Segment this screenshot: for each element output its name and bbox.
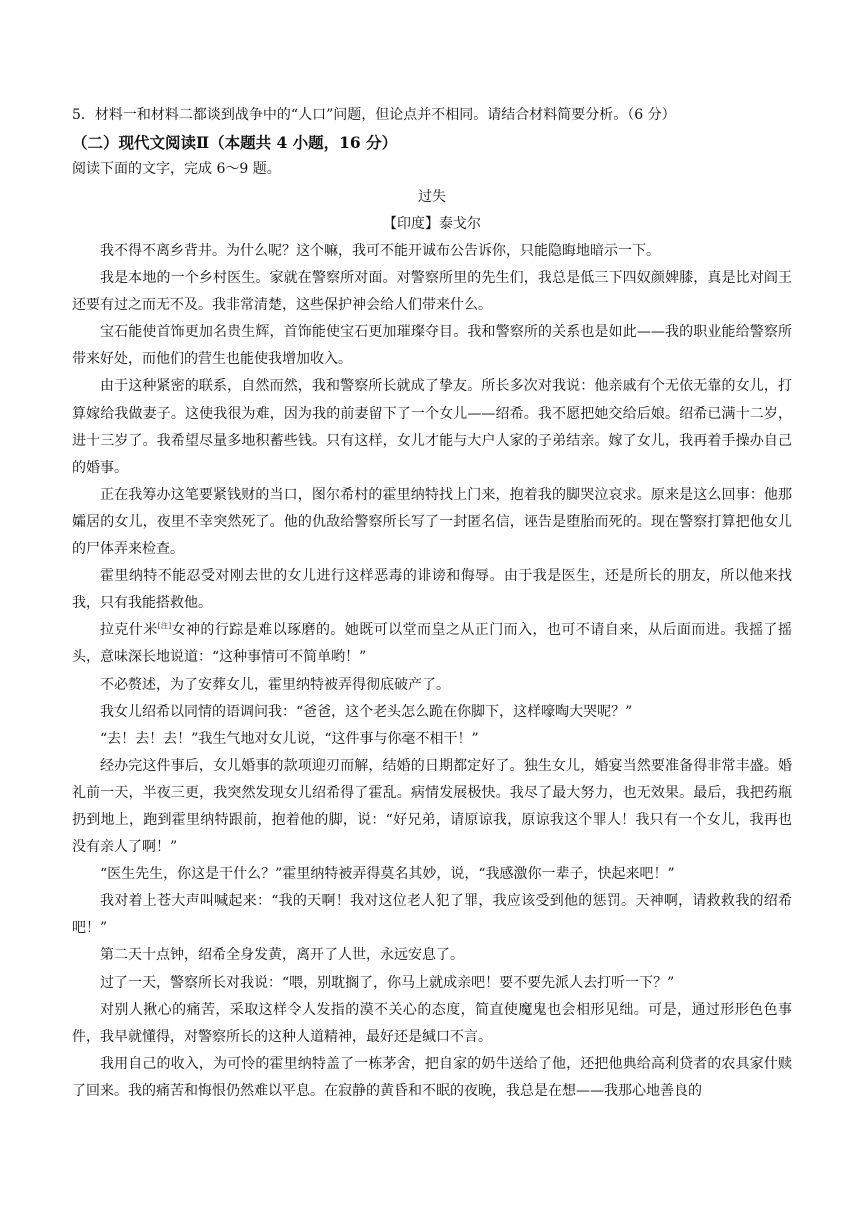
paragraph: 宝石能使首饰更加名贵生辉，首饰能使宝石更加璀璨夺目。我和警察所的关系也是如此——我的职业能给警察所带来好处，而他们的营生也能使我增加收入。 xyxy=(72,324,792,368)
paragraph-with-note xyxy=(72,617,792,671)
paragraph: 经办完这件事后，女儿婚事的款项迎刃而解，结婚的日期都定好了。独生女儿，婚宴当然要准备得非常丰盛。婚礼前一天，半夜三更，我突然发现女儿绍希得了霍乱。病情发展极快。我尽了最大努力，也无效果。最后，我把药瓶扔到地上，跑到霍里纳特跟前，抱着他的脚，说：“好兄弟，请原谅我，原谅我这个罪人！我只有一个女儿，我再也没有亲人了啊！” xyxy=(72,757,792,856)
reading-instruction: 阅读下面的文字，完成 6～9 题。 xyxy=(72,161,281,177)
paragraph: “去！去！去！”我生气地对女儿说，“这件事与你毫不相干！” xyxy=(100,730,479,747)
paragraph: “医生先生，你这是干什么？”霍里纳特被弄得莫名其妙，说，“我感激你一辈子，快起来吧！” xyxy=(100,866,675,883)
paragraph: 不必赘述，为了安葬女儿，霍里纳特被弄得彻底破产了。 xyxy=(100,676,450,693)
paragraph: 霍里纳特不能忍受对刚去世的女儿进行这样恶毒的诽谤和侮辱。由于我是医生，还是所长的朋友，所以他来找我，只有我能搭救他。 xyxy=(72,568,792,612)
section-heading: （二）现代文阅读Ⅱ（本题共 4 小题，16 分） xyxy=(72,133,398,152)
story-author: 【印度】泰戈尔 xyxy=(383,216,481,232)
paragraph: 我用自己的收入，为可怜的霍里纳特盖了一栋茅舍，把自家的奶牛送给了他，还把他典给高利贷者的农具家什赎了回来。我的痛苦和悔恨仍然难以平息。在寂静的黄昏和不眠的夜晚，我总是在想——我那心地善良的 xyxy=(72,1055,792,1099)
note-rest-text: 女神的行踪是难以琢磨的。她既可以堂而皇之从正门而入，也可不请自来，从后面而进。我摇了摇头，意味深长地说道：“这种事情可不简单哟！” xyxy=(72,622,793,666)
story-title: 过失 xyxy=(418,189,446,205)
paragraph: 我是本地的一个乡村医生。家就在警察所对面。对警察所里的先生们，我总是低三下四奴颜婢膝，真是比对阎王还要有过之而无不及。我非常清楚，这些保护神会给人们带来什么。 xyxy=(72,270,792,314)
story-body xyxy=(72,238,792,1105)
question-5: 5．材料一和材料二都谈到战争中的“人口”问题，但论点并不相同。请结合材料简要分析。（6 分） xyxy=(72,107,676,123)
paragraph: 我女儿绍希以同情的语调问我：“爸爸，这个老头怎么跪在你脚下，这样嚎啕大哭呢？” xyxy=(100,703,633,720)
paragraph: 由于这种紧密的联系，自然而然，我和警察所长就成了挚友。所长多次对我说：他亲戚有个无依无靠的女儿，打算嫁给我做妻子。这使我很为难，因为我的前妻留下了一个女儿——绍希。我不愿把她交给后娘。绍希已满十二岁，进十三岁了。我希望尽量多地积蓄些钱。只有这样，女儿才能与大户人家的子弟结亲。嫁了女儿，我再着手操办自己的婚事。 xyxy=(72,378,792,476)
paragraph: 正在我筹办这笔要紧钱财的当口，图尔希村的霍里纳特找上门来，抱着我的脚哭泣哀求。原来是这么回事：他那孀居的女儿，夜里不幸突然死了。他的仇敌给警察所长写了一封匿名信，诬告是堕胎而死的。现在警察打算把他女儿的尸体弄来检查。 xyxy=(72,486,792,558)
note-marker: [注] xyxy=(157,622,172,631)
paragraph: 对别人揪心的痛苦，采取这样令人发指的漠不关心的态度，简直使魔鬼也会相形见绌。可是，通过形形色色事件，我早就懂得，对警察所长的这种人道精神，最好还是缄口不言。 xyxy=(72,1001,792,1045)
paragraph: 我不得不离乡背井。为什么呢？这个嘛，我可不能开诚布公告诉你，只能隐晦地暗示一下。 xyxy=(100,243,660,259)
paragraph: 过了一天，警察所长对我说：“喂，别耽搁了，你马上就成亲吧！要不要先派人去打听一下？” xyxy=(100,974,675,991)
paragraph: 我对着上苍大声叫喊起来：“我的天啊！我对这位老人犯了罪，我应该受到他的惩罚。天神啊，请救救我的绍希吧！” xyxy=(72,893,792,937)
paragraph: 第二天十点钟，绍希全身发黄，离开了人世，永远安息了。 xyxy=(100,947,464,964)
note-lead-text: 拉克什米 xyxy=(100,622,158,639)
